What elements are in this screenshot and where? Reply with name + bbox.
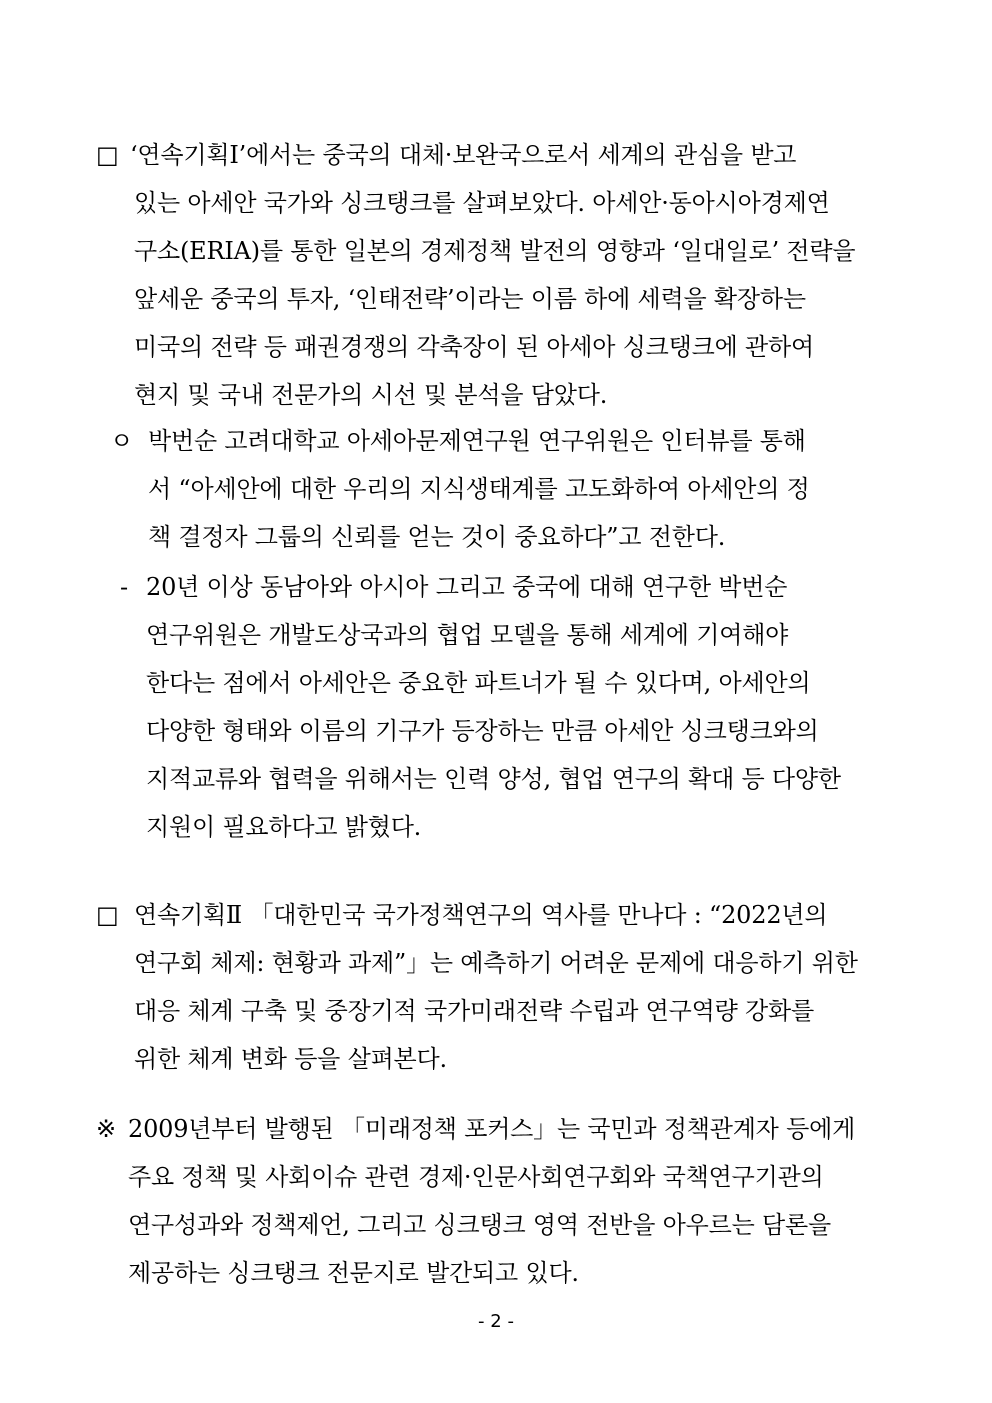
- note-line-3: 연구성과와 정책제언, 그리고 싱크탱크 영역 전반을 아우르는 담론을: [128, 1211, 831, 1239]
- section-1-dash-line-1: 20년 이상 동남아와 아시아 그리고 중국에 대해 연구한 박번순: [146, 573, 788, 601]
- circle-bullet-icon: ㅇ: [110, 427, 134, 455]
- section-1-sub-line-1: 박번순 고려대학교 아세아문제연구원 연구위원은 인터뷰를 통해: [148, 427, 806, 455]
- note-line-1: 2009년부터 발행된 「미래정책 포커스」는 국민과 정책관계자 등에게: [128, 1115, 856, 1143]
- section-1-line-6: 현지 및 국내 전문가의 시선 및 분석을 담았다.: [134, 381, 608, 409]
- section-1-line-4: 앞세운 중국의 투자, ‘인태전략’이라는 이름 하에 세력을 확장하는: [134, 285, 806, 313]
- page-number: - 2 -: [478, 1311, 514, 1332]
- section-2-line-2: 연구회 체제: 현황과 과제”」는 예측하기 어려운 문제에 대응하기 위한: [134, 949, 858, 977]
- reference-mark-icon: ※: [96, 1115, 117, 1143]
- section-1-dash-line-4: 다양한 형태와 이름의 기구가 등장하는 만큼 아세안 싱크탱크와의: [146, 717, 819, 745]
- section-1-dash-line-5: 지적교류와 협력을 위해서는 인력 양성, 협업 연구의 확대 등 다양한: [146, 765, 841, 793]
- section-1-line-3: 구소(ERIA)를 통한 일본의 경제정책 발전의 영향과 ‘일대일로’ 전략을: [134, 237, 856, 265]
- section-2-line-3: 대응 체계 구축 및 중장기적 국가미래전략 수립과 연구역량 강화를: [134, 997, 814, 1025]
- note-line-2: 주요 정책 및 사회이슈 관련 경제·인문사회연구회와 국책연구기관의: [128, 1163, 824, 1191]
- box-bullet-icon: □: [96, 901, 119, 929]
- box-bullet-icon: □: [96, 141, 119, 169]
- section-1-sub-line-3: 책 결정자 그룹의 신뢰를 얻는 것이 중요하다”고 전한다.: [148, 523, 726, 551]
- section-1-dash-line-6: 지원이 필요하다고 밝혔다.: [146, 813, 422, 841]
- note-line-4: 제공하는 싱크탱크 전문지로 발간되고 있다.: [128, 1259, 579, 1287]
- section-2-line-1: 연속기획Ⅱ 「대한민국 국가정책연구의 역사를 만나다 : “2022년의: [134, 901, 828, 929]
- dash-bullet-icon: -: [120, 573, 129, 601]
- section-1-dash-line-3: 한다는 점에서 아세안은 중요한 파트너가 될 수 있다며, 아세안의: [146, 669, 811, 697]
- section-1-sub-line-2: 서 “아세안에 대한 우리의 지식생태계를 고도화하여 아세안의 정: [148, 475, 810, 503]
- section-1-line-1: ‘연속기획Ⅰ’에서는 중국의 대체·보완국으로서 세계의 관심을 받고: [130, 141, 797, 169]
- section-2-line-4: 위한 체계 변화 등을 살펴본다.: [134, 1045, 447, 1073]
- section-1-line-5: 미국의 전략 등 패권경쟁의 각축장이 된 아세아 싱크탱크에 관하여: [134, 333, 814, 361]
- section-1-dash-line-2: 연구위원은 개발도상국과의 협업 모델을 통해 세계에 기여해야: [146, 621, 789, 649]
- section-1-line-2: 있는 아세안 국가와 싱크탱크를 살펴보았다. 아세안·동아시아경제연: [134, 189, 830, 217]
